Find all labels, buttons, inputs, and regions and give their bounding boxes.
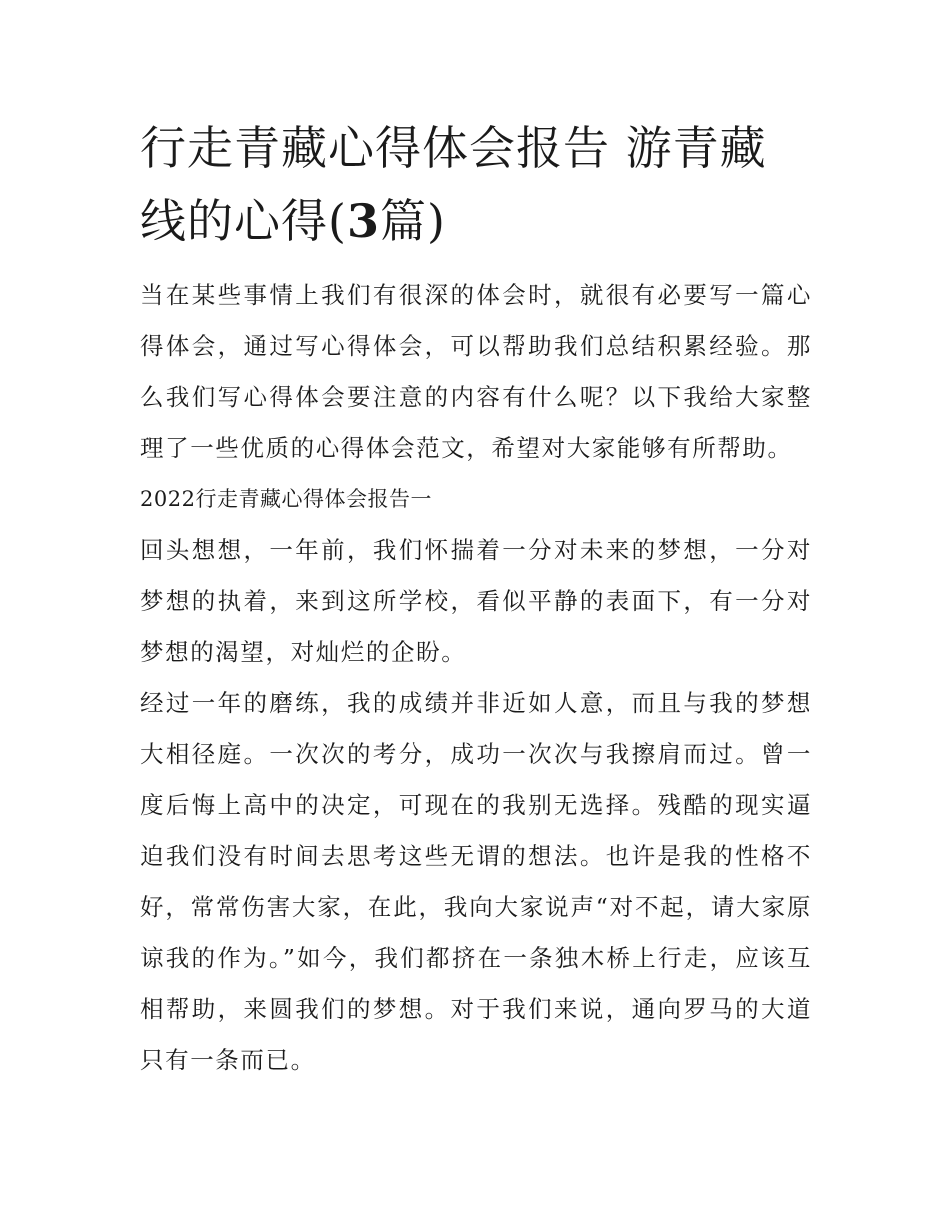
- title-number: 3: [346, 194, 380, 248]
- title-end: 篇): [379, 194, 446, 248]
- document-page: [140, 112, 812, 1086]
- title-main: 行走青藏心得体会报告 游青藏线的心得(: [140, 121, 767, 248]
- body-paragraph-1: 回头想想，一年前，我们怀揣着一分对未来的梦想，一分对梦想的执着，来到这所学校，看似平静的表面下，有一分对梦想的渴望，对灿烂的企盼。: [140, 536, 812, 666]
- body-paragraph-2: 经过一年的磨练，我的成绩并非近如人意，而且与我的梦想大相径庭。一次次的考分，成功一次次与我擦肩而过。曾一度后悔上高中的决定，可现在的我别无选择。残酷的现实逼迫我们没有时间去思考这些无谓的想法。也许是我的性格不好，常常伤害大家，在此，我向大家说声“对不起，请大家原谅我的作为。”如今，我们都挤在一条独木桥上行走，应该互相帮助，来圆我们的梦想。对于我们来说，通向罗马的大道只有一条而已。: [140, 689, 812, 1074]
- intro-paragraph: 当在某些事情上我们有很深的体会时，就很有必要写一篇心得体会，通过写心得体会，可以帮助我们总结积累经验。那么我们写心得体会要注意的内容有什么呢？以下我给大家整理了一些优质的心得体会范文，希望对大家能够有所帮助。: [140, 281, 812, 462]
- section-heading: 2022行走青藏心得体会报告一: [140, 487, 432, 511]
- document-title: [140, 112, 812, 258]
